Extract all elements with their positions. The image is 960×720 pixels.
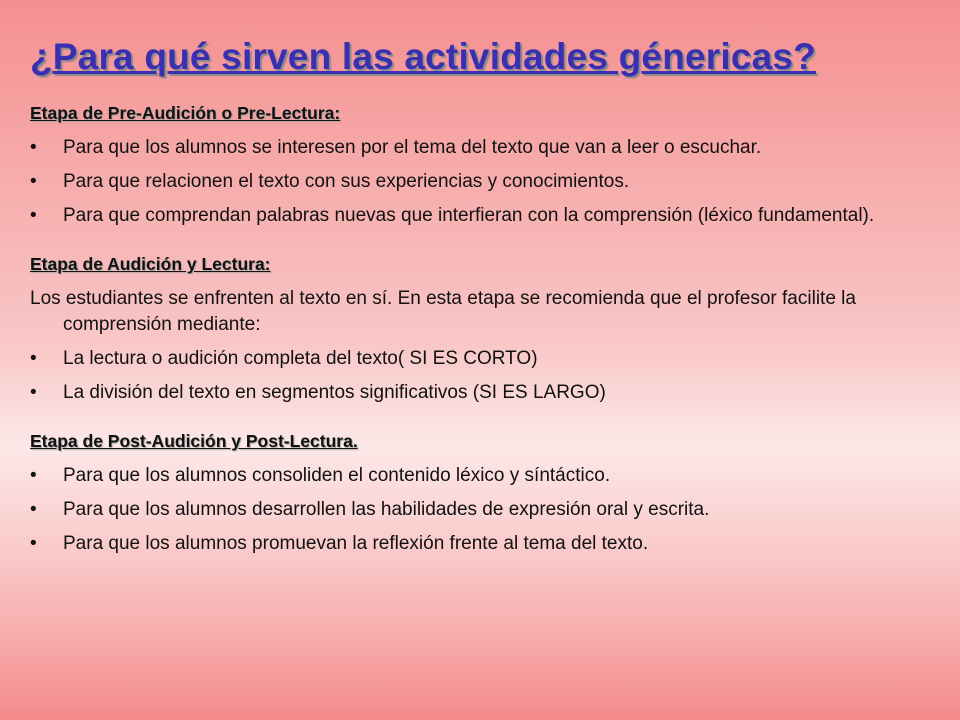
section-heading: Etapa de Post-Audición y Post-Lectura. [30,431,358,451]
slide-title: ¿Para qué sirven las actividades génericas? [30,36,816,77]
bullet-list [30,346,940,406]
bullet-icon: • [30,465,37,486]
list-item: • Para que los alumnos desarrollen las habilidades de expresión oral y escrita. [30,497,940,523]
list-item: • La lectura o audición completa del texto( SI ES CORTO) [30,346,940,372]
bullet-icon: • [30,205,37,226]
bullet-list [30,463,940,557]
section-post-reading [30,428,940,557]
bullet-icon: • [30,499,37,520]
bullet-icon: • [30,348,37,369]
list-item: • La división del texto en segmentos significativos (SI ES LARGO) [30,380,940,406]
list-item: • Para que los alumnos promuevan la reflexión frente al tema del texto. [30,531,940,557]
bullet-list [30,135,940,229]
bullet-icon: • [30,137,37,158]
section-pre-reading [30,100,940,229]
section-heading: Etapa de Pre-Audición o Pre-Lectura: [30,103,341,123]
section-heading: Etapa de Audición y Lectura: [30,254,271,274]
list-item: • Para que los alumnos se interesen por el tema del texto que van a leer o escuchar. [30,135,940,161]
slide-content [30,100,940,579]
list-item: • Para que los alumnos consoliden el contenido léxico y síntáctico. [30,463,940,489]
bullet-icon: • [30,533,37,554]
section-paragraph: Los estudiantes se enfrenten al texto en sí. En esta etapa se recomienda que el profesor facilite la comprensión mediante: [30,288,856,335]
bullet-icon: • [30,382,37,403]
list-item: • Para que relacionen el texto con sus experiencias y conocimientos. [30,169,940,195]
bullet-icon: • [30,171,37,192]
section-reading [30,251,940,406]
list-item: • Para que comprendan palabras nuevas que interfieran con la comprensión (léxico fundamental). [30,203,940,229]
